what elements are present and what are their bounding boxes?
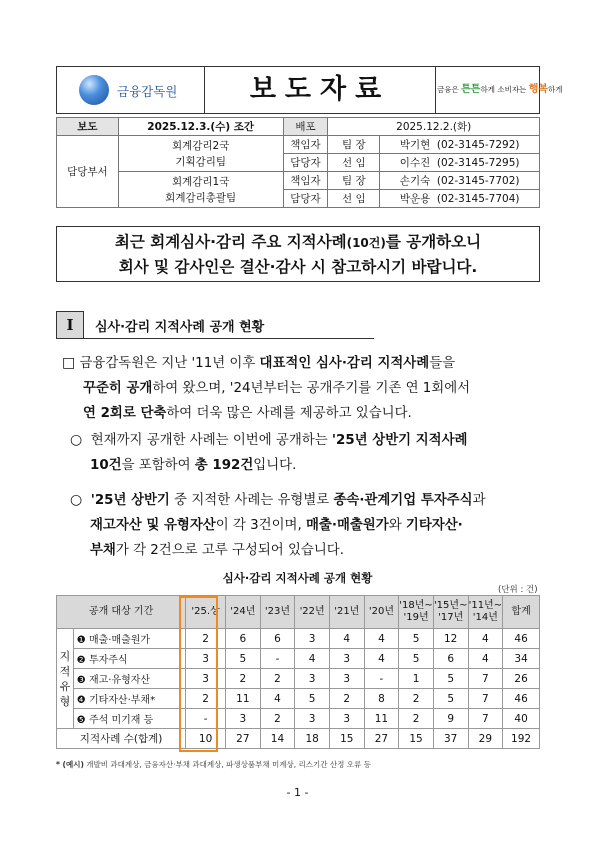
table-cell: 2 (260, 709, 295, 729)
type-vertical-label: 지 적 유 형 (57, 629, 74, 729)
row-label: ❺ 주석 미기재 등 (73, 709, 185, 729)
table-cell: 5 (433, 669, 468, 689)
table-cell: 4 (260, 689, 295, 709)
table-cell: 4 (295, 649, 330, 669)
document-title: 보도자료 (205, 67, 436, 113)
section-number: I (56, 311, 84, 339)
table-row (57, 669, 540, 689)
table-cell: 34 (503, 649, 540, 669)
contact: 이수진 (02-3145-7295) (380, 154, 540, 172)
table-row (57, 649, 540, 669)
table-cell: 3 (329, 709, 364, 729)
table-row (57, 629, 540, 649)
col-header: '23년 (260, 596, 295, 629)
table-cell: - (260, 649, 295, 669)
table-cell: - (364, 669, 399, 689)
table-cell: 27 (226, 729, 261, 749)
table-cell: 12 (433, 629, 468, 649)
position: 팀 장 (328, 172, 380, 190)
table-footnote: * (예시) 개발비 과대계상, 금융자산·부채 과대계상, 파생상품부채 미계상, 리스기간 산정 오류 등 (56, 760, 371, 769)
table-cell: 5 (226, 649, 261, 669)
table-cell: 3 (295, 669, 330, 689)
role: 담당자 (283, 154, 328, 172)
table-cell: 4 (468, 629, 503, 649)
table-cell: 2 (226, 669, 261, 689)
row-label: ❶ 매출·매출원가 (73, 629, 185, 649)
contact-info-table (56, 117, 540, 208)
table-cell: 6 (260, 629, 295, 649)
circle-bullet-icon: ○ (70, 432, 83, 448)
table-cell: 26 (503, 669, 540, 689)
contact: 박기현 (02-3145-7292) (380, 136, 540, 154)
press-release-header (56, 66, 563, 114)
paragraph-3: ○ '25년 상반기 중 지적한 사례는 유형별로 종속·관계기업 투자주식과 재고자산 및 유형자산이 각 3건이며, 매출·매출원가와 기타자산· 부채가 각 2건으로 고루 구성되어 있습니다. (70, 492, 486, 558)
dept-label: 담당부서 (57, 136, 119, 208)
table-cell: 3 (186, 649, 226, 669)
row-label: ❸ 재고·유형자산 (73, 669, 185, 689)
distribution-date: 2025.12.2.(화) (328, 118, 540, 136)
section-underline (84, 338, 374, 339)
distribution-label: 배포 (283, 118, 328, 136)
page-number: - 1 - (286, 786, 309, 799)
table-cell: 10 (186, 729, 226, 749)
table-cell: 18 (295, 729, 330, 749)
headline-box (56, 226, 540, 282)
fss-logo (57, 67, 205, 113)
table-cell: 3 (329, 649, 364, 669)
table-cell: 5 (433, 689, 468, 709)
headline-line-1: 최근 회계심사·감리 주요 지적사례(10건)를 공개하오니 (114, 233, 482, 251)
row-label: ❹ 기타자산·부채* (73, 689, 185, 709)
table-cell: 2 (260, 669, 295, 689)
table-cell: 27 (364, 729, 399, 749)
total-label: 지적사례 수(합계) (57, 729, 186, 749)
table-cell: 3 (295, 629, 330, 649)
table-cell: 2 (329, 689, 364, 709)
col-header: '18년~ '19년 (399, 596, 434, 629)
report-date: 2025.12.3.(수) 조간 (118, 118, 283, 136)
table-cell: 11 (226, 689, 261, 709)
table-header-row (57, 596, 540, 629)
contact: 박운용 (02-3145-7704) (380, 190, 540, 208)
square-bullet-icon: □ (62, 355, 76, 371)
table-caption: 심사·감리 지적사례 공개 현황 (222, 571, 373, 585)
col-header: '20년 (364, 596, 399, 629)
table-cell: 9 (433, 709, 468, 729)
row-label: ❷ 투자주식 (73, 649, 185, 669)
table-cell: 1 (399, 669, 434, 689)
org-name: 금융감독원 (117, 84, 178, 99)
paragraph-2: ○ 현재까지 공개한 사례는 이번에 공개하는 '25년 상반기 지적사례 10건을 포함하여 총 192건입니다. (70, 432, 468, 473)
col-header: '22년 (295, 596, 330, 629)
paragraph-1: □ 금융감독원은 지난 '11년 이후 대표적인 심사·감리 지적사례들을 꾸준히 공개하여 왔으며, '24년부터는 공개주기를 기존 연 1회에서 연 2회로 단축하여 더욱 많은 사례를 제공하고 있습니다. (62, 355, 471, 421)
table-cell: 29 (468, 729, 503, 749)
table-cell: 6 (226, 629, 261, 649)
col-header: '15년~ '17년 (433, 596, 468, 629)
table-cell: 4 (468, 649, 503, 669)
table-cell: 46 (503, 689, 540, 709)
section-title: 심사·감리 지적사례 공개 현황 (95, 320, 265, 335)
dept-2: 회계감리1국 회계감리총괄팀 (118, 172, 283, 208)
table-cell: 4 (329, 629, 364, 649)
table-unit: (단위 : 건) (498, 585, 538, 595)
table-cell: 3 (226, 709, 261, 729)
slogan: 금융은 튼튼하게 소비자는 행복하게 (437, 84, 563, 95)
role: 담당자 (283, 190, 328, 208)
total-row (57, 729, 540, 749)
table-cell: 2 (399, 709, 434, 729)
position: 선 임 (328, 190, 380, 208)
report-label: 보도 (57, 118, 119, 136)
globe-logo-icon (79, 75, 109, 105)
table-cell: 15 (399, 729, 434, 749)
col-header: '11년~ '14년 (468, 596, 503, 629)
table-cell: 8 (364, 689, 399, 709)
table-cell: 2 (186, 689, 226, 709)
table-cell: 7 (468, 669, 503, 689)
table-cell: 7 (468, 709, 503, 729)
table-cell: 5 (399, 649, 434, 669)
table-cell: 37 (433, 729, 468, 749)
table-row (57, 689, 540, 709)
table-cell: 3 (186, 669, 226, 689)
col-header: '25.상 (186, 596, 226, 629)
table-cell: 6 (433, 649, 468, 669)
table-cell: 15 (329, 729, 364, 749)
table-cell: 14 (260, 729, 295, 749)
position: 팀 장 (328, 136, 380, 154)
position: 선 임 (328, 154, 380, 172)
table-cell: 2 (186, 629, 226, 649)
col-header: '21년 (329, 596, 364, 629)
circle-bullet-icon: ○ (70, 492, 83, 508)
role: 책임자 (283, 172, 328, 190)
table-cell: 4 (364, 629, 399, 649)
table-cell: 3 (295, 709, 330, 729)
period-header: 공개 대상 기간 (57, 596, 186, 629)
table-cell: 5 (399, 629, 434, 649)
table-cell: 2 (399, 689, 434, 709)
table-cell: 3 (329, 669, 364, 689)
col-header: '24년 (226, 596, 261, 629)
table-cell: 192 (503, 729, 540, 749)
table-cell: - (186, 709, 226, 729)
table-row (57, 709, 540, 729)
table-cell: 7 (468, 689, 503, 709)
table-cell: 46 (503, 629, 540, 649)
table-cell: 11 (364, 709, 399, 729)
table-cell: 4 (364, 649, 399, 669)
cases-table (56, 595, 540, 749)
contact: 손기숙 (02-3145-7702) (380, 172, 540, 190)
table-cell: 5 (295, 689, 330, 709)
headline-line-2: 회사 및 감사인은 결산·감사 시 참고하시기 바랍니다. (118, 258, 478, 276)
role: 책임자 (283, 136, 328, 154)
col-header: 합계 (503, 596, 540, 629)
dept-1: 회계감리2국 기획감리팀 (118, 136, 283, 172)
table-cell: 40 (503, 709, 540, 729)
